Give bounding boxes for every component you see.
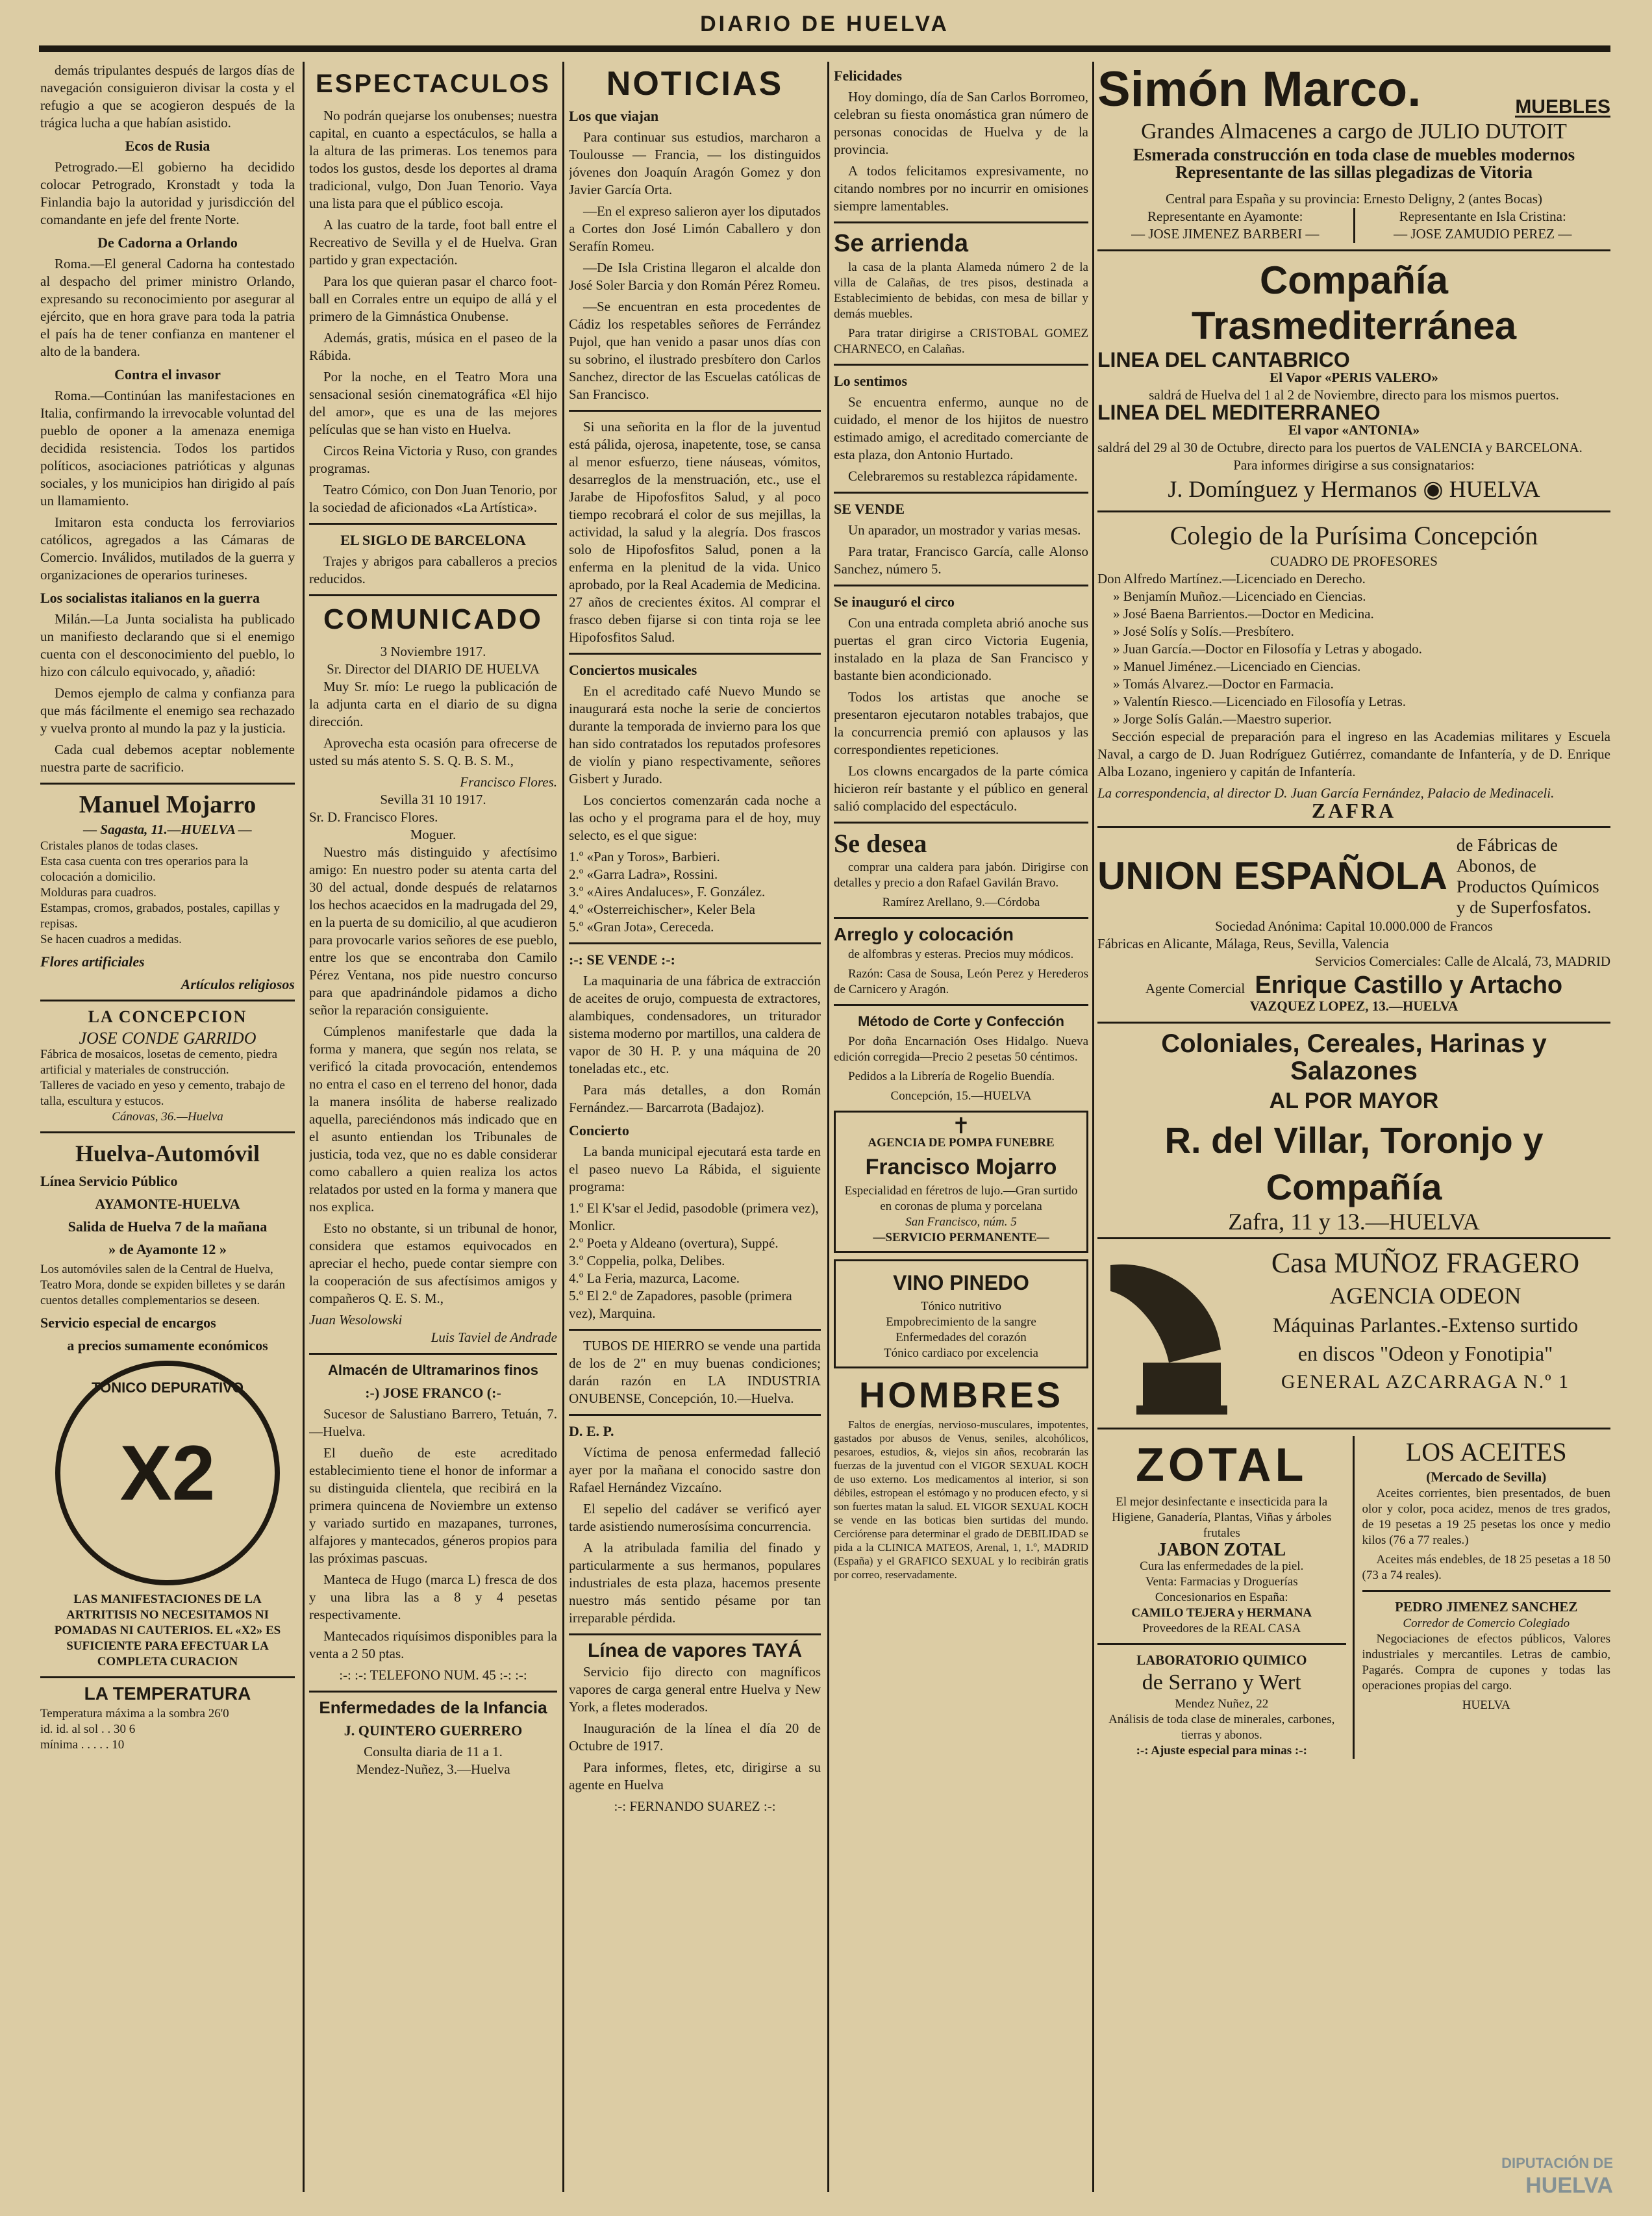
ad-title: LA CONCEPCION — [88, 1007, 247, 1026]
separator — [1097, 510, 1610, 512]
headline: Los que viajan — [569, 108, 659, 124]
ad-line: La correspondencia, al director D. Juan García Fernández, Palacio de Medinaceli. — [1097, 785, 1555, 801]
separator — [1097, 1022, 1610, 1024]
article-text: Cada cual debemos aceptar noblemente nuestra parte de sacrificio. — [40, 742, 295, 775]
ad-address: Ramírez Arellano, 9.—Córdoba — [882, 896, 1040, 909]
ad-text: Faltos de energías, nervioso-musculares, impotentes, gastados por abusos de Venus, seniles, alcohólicos, pesaroes, estudios, &, viejos sin años, recobrarán las fuerzas de la juventud con el VIGOR SEXUAL KOCH de uso externo. Los medicamentos al interior, si son débiles, estropean el estómago y no producen efecto, y si son fuertes matan la salud. EL VIGOR SEXUAL KOCH se vende en las boticas bien surtidas del mundo. Cerciórense para determinar el grado de DEBILIDAD se pida a la CLINICA MATEOS, Arenal, 1, 1.º, MADRID (España) y el GRAFICO SEXUAL y lo recibirán gratis por correo, reservadamente. — [834, 1418, 1088, 1581]
headline: Los socialistas italianos en la guerra — [40, 590, 260, 606]
ad-line: Por doña Encarnación Oses Hidalgo. Nueva edición corregida—Precio 2 pesetas 50 céntimos. — [834, 1035, 1088, 1064]
column-divider — [303, 62, 305, 2192]
ad-title: Coloniales, Cereales, Harinas y Salazones — [1161, 1029, 1547, 1085]
separator — [309, 594, 557, 596]
article-text: La banda municipal ejecutará esta tarde en el paseo nuevo La Rábida, el siguiente programa: — [569, 1144, 821, 1194]
column-2 — [309, 62, 557, 2192]
union-header — [1097, 835, 1610, 918]
ad-address: Zafra, 11 y 13.—HUELVA — [1228, 1209, 1480, 1235]
ad-line: Mantecados riquísimos disponibles para la venta a 2 50 ptas. — [309, 1628, 557, 1661]
ad-line: AGENCIA ODEON — [1329, 1283, 1521, 1309]
ad-line: Inauguración de la línea el día 20 de Octubre de 1917. — [569, 1720, 821, 1754]
column-4 — [834, 62, 1088, 2192]
ad-line: Proveedores de la REAL CASA — [1142, 1622, 1301, 1635]
ad-title: Francisco Mojarro — [865, 1155, 1057, 1179]
separator — [1362, 1590, 1611, 1592]
ad-name: JOSE CONDE GARRIDO — [79, 1029, 257, 1048]
ad-line: CAMILO TEJERA y HERMANA — [1131, 1606, 1312, 1620]
ad-title: Enfermedades de la Infancia — [319, 1698, 547, 1717]
top-rule — [39, 45, 1610, 52]
ad-line: Salida de Huelva 7 de la mañana — [68, 1218, 268, 1235]
headline: Contra el invasor — [114, 366, 221, 383]
teacher-line: » Valentín Riesco.—Licenciado en Filosofía y Letras. — [1113, 694, 1406, 709]
column-divider — [827, 62, 829, 2192]
article-text: A las cuatro de la tarde, foot ball entre el Recreativo de Sevilla y el de Huelva. Gran partido y gran expectación. — [309, 217, 557, 268]
article-text: Aprovecha esta ocasión para ofrecerse de usted su más atento S. S. Q. B. S. M., — [309, 735, 557, 768]
article-text: Milán.—La Junta socialista ha publicado un manifiesto declarando que si el enemigo cuenta con el desconocimiento del pueblo, lo hizo con cálculo equivocado, y, añadió: — [40, 611, 295, 679]
separator — [834, 492, 1088, 494]
article-text: Nuestro más distinguido y afectísimo amigo: En nuestro poder su atenta carta del 30 del actual, donde después de relatarnos los hechos acaecidos en la madrugada del 29, en la puerta de su domicilio, al que acudieron para provocarle varios señores de ese pueblo, entre los que se encontraba don Camilo Pérez Ventana, nos pide nuestro concurso para que apadrinándole pidamos a dicho señor la reparación consiguiente. — [309, 844, 557, 1018]
separator — [834, 917, 1088, 919]
ad-line: Central para España y su provincia: Ernesto Deligny, 2 (antes Bocas) — [1165, 191, 1543, 207]
separator — [834, 585, 1088, 586]
representatives — [1097, 208, 1610, 243]
ad-title: LABORATORIO QUIMICO — [1136, 1652, 1307, 1668]
ad-line: Análisis de toda clase de minerales, carbones, tierras y abonos. — [1108, 1713, 1335, 1742]
masthead: DIARIO DE HUELVA — [700, 12, 949, 36]
column-3 — [569, 62, 821, 2192]
ad-address: Mendez Nuñez, 22 — [1175, 1697, 1269, 1711]
letter-place: Moguer. — [410, 827, 457, 842]
ad-title: Almacén de Ultramarinos finos — [328, 1362, 538, 1378]
ad-line: Para tratar dirigirse a CRISTOBAL GOMEZ CHARNECO, en Calañas. — [834, 327, 1088, 356]
ad-line: — JOSE JIMENEZ BARBERI — — [1131, 226, 1320, 242]
letter-recipient: Sr. Director del DIARIO DE HUELVA — [327, 661, 540, 677]
article-text: Hoy domingo, día de San Carlos Borromeo, celebran su fiesta onomástica gran número de personas conocidas de Huelva y de la provincia. — [834, 89, 1088, 157]
ad-text: Aceites corrientes, bien presentados, de buen olor y color, poca acidez, menos de tres grados, de 19 pesetas a 19 25 pesetas los once y medio kilos (76 a 77 reales.) — [1362, 1487, 1610, 1547]
article-text: —En el expreso salieron ayer los diputados a Cortes don José Limón Caballero y don Serafín Romeu. — [569, 203, 821, 254]
separator — [1097, 826, 1610, 828]
ad-line: Representante en Isla Cristina: — [1399, 208, 1566, 224]
ad-address: Concepción, 15.—HUELVA — [890, 1089, 1032, 1103]
ad-line: ZAFRA — [1311, 799, 1397, 822]
ad-address: HUELVA — [1462, 1698, 1510, 1712]
ad-line: Servicio especial de encargos — [40, 1315, 216, 1331]
ad-line: AGENCIA DE POMPA FUNEBRE — [868, 1136, 1055, 1150]
ad-line: » de Ayamonte 12 » — [108, 1241, 227, 1257]
ad-title: EL SIGLO DE BARCELONA — [340, 532, 526, 548]
ad-line: Corredor de Comercio Colegiado — [1403, 1617, 1570, 1630]
ad-line: :-: FERNANDO SUAREZ :-: — [614, 1798, 776, 1814]
article-text: Celebraremos su restablezca rápidamente. — [848, 468, 1078, 484]
x2-ring-text: TONICO DEPURATIVO — [92, 1379, 244, 1396]
ad-line: El Vapor «PERIS VALERO» — [1270, 370, 1438, 385]
ad-line: de Fábricas de Abonos, de Productos Químicos y de Superfosfatos. — [1456, 835, 1599, 917]
munoz-ad — [1097, 1246, 1610, 1421]
signature: Francisco Flores. — [460, 774, 557, 790]
x2-logo — [55, 1361, 280, 1585]
article-text: A la atribulada familia del finado y particularmente a sus hermanos, populares industriales de esta plaza, hacemos presente nuestro más sentido pésame por tan irreparable pérdida. — [569, 1540, 821, 1626]
gramophone-icon — [1097, 1252, 1234, 1421]
ad-line: Servicios Comerciales: Calle de Alcalá, 73, MADRID — [1315, 953, 1610, 969]
ad-name: de Serrano y Wert — [1142, 1670, 1301, 1694]
teacher-line: » Juan García.—Doctor en Filosofía y Letras y abogado. — [1113, 641, 1422, 657]
x2-mark: X2 — [119, 1429, 216, 1517]
section-title: NOTICIAS — [606, 65, 784, 103]
separator — [569, 410, 821, 412]
article-text: Víctima de penosa enfermedad falleció ayer por la mañana el conocido sastre don Rafael Hernández Vizcaíno. — [569, 1444, 821, 1495]
ad-line: Tónico nutritivo — [920, 1300, 1001, 1313]
funeral-ad — [834, 1111, 1088, 1253]
article-text: demás tripulantes después de largos días de navegación consiguieron divisar la costa y el refugio a que se acogieron después de la trágica lucha a que habían asistido. — [40, 62, 295, 131]
article-text: Los clowns encargados de la parte cómica hicieron reír bastante y el público en general salió complacido del espectáculo. — [834, 763, 1088, 814]
letter-date: Sevilla 31 10 1917. — [380, 792, 486, 807]
ad-line: Para informes dirigirse a sus consignatarios: — [1233, 457, 1475, 473]
separator — [834, 1004, 1088, 1006]
article-text: Además, gratis, música en el paseo de la Rábida. — [309, 330, 557, 363]
ad-title: Colegio de la Purísima Concepción — [1170, 521, 1538, 550]
ad-line: Máquinas Parlantes.-Extenso surtido — [1272, 1313, 1579, 1337]
article-text: Con una entrada completa abrió anoche sus puertas el gran circo Victoria Eugenia, instalado en la plaza de San Francisco y bastante bien acondicionado. — [834, 615, 1088, 683]
separator — [40, 1000, 295, 1001]
ad-line: Un aparador, un mostrador y varias mesas. — [848, 522, 1081, 538]
ad-line — [1097, 972, 1610, 999]
program-item: 5.º «Gran Jota», Cereceda. — [569, 919, 714, 935]
section-title: COMUNICADO — [323, 603, 543, 635]
watermark-line: HUELVA — [1525, 2173, 1613, 2198]
program-item: 1.º «Pan y Toros», Barbieri. — [569, 849, 720, 864]
ad-line: Representante en Ayamonte: — [1147, 208, 1303, 224]
ad-line: Venta: Farmacias y Droguerías — [1145, 1575, 1298, 1589]
article-text: No podrán quejarse los onubenses; nuestra capital, en cuanto a espectáculos, se halla a la altura de las primeras. Los tenemos para todos los gustos, desde los deportes al drama tradicional, vulgo, Don Juan Tenorio. Vaya una lista para que el público escoja. — [309, 108, 557, 211]
temperature-line: Temperatura máxima a la sombra 26'0 — [40, 1707, 229, 1720]
teacher-line: » José Baena Barrientos.—Doctor en Medicina. — [1113, 606, 1374, 622]
article-text: La maquinaria de una fábrica de extracción de aceites de orujo, compuesta de extractores, alambiques, condensadores, un triturador sistema moderno por martillos, una caldera de vapor de 30 H. P. y una máquina de 20 toneladas etc., etc. — [569, 973, 821, 1076]
ad-line: la casa de la planta Alameda número 2 de la villa de Calañas, de tres pisos, destinada a Establecimiento de bebidas, con mesa de billar y demás muebles. — [834, 260, 1088, 321]
ad-line: Fábrica de mosaicos, losetas de cemento, piedra artificial y materiales de construcción. — [40, 1048, 278, 1077]
ad-address: — Sagasta, 11.—HUELVA — — [83, 822, 252, 837]
article-text: —De Isla Cristina llegaron el alcalde don José Soler Barcia y don Román Pérez Romeu. — [569, 260, 821, 293]
column-divider — [562, 62, 564, 2192]
ad-title: Método de Corte y Confección — [858, 1013, 1064, 1029]
ad-line: Especialidad en féretros de lujo.—Gran surtido en coronas de pluma y porcelana — [844, 1184, 1078, 1213]
ad-tag: MUEBLES — [1515, 96, 1610, 118]
ad-title: Manuel Mojarro — [79, 791, 257, 818]
ad-address: Cánovas, 36.—Huelva — [112, 1110, 223, 1124]
program-item: 1.º El K'sar el Jedid, pasodoble (primera vez), Monlicr. — [569, 1200, 819, 1233]
ad-title: HOMBRES — [858, 1374, 1064, 1415]
article-text: Circos Reina Victoria y Ruso, con grandes programas. — [309, 443, 557, 476]
ad-line: Agente Comercial — [1145, 981, 1245, 996]
ad-line: Estampas, cromos, grabados, postales, capillas y repisas. — [40, 901, 280, 931]
headline: Lo sentimos — [834, 373, 908, 389]
ad-title: LOS ACEITES — [1405, 1437, 1567, 1467]
ad-line: Tónico cardiaco por excelencia — [884, 1346, 1038, 1360]
signature: Luis Taviel de Andrade — [431, 1329, 557, 1345]
ad-line: comprar una caldera para jabón. Dirigirse con detalles y precio a don Rafael Gavilán Bravo. — [834, 861, 1088, 890]
article-text: Esto no obstante, si un tribunal de honor, considera que estamos equivocados en apreciar el hecho, puede contar siempre con la cooperación de sus afectísimos amigos y compañeros Q. E. S. M., — [309, 1220, 557, 1306]
ad-line: — JOSE ZAMUDIO PEREZ — — [1394, 226, 1572, 242]
ad-line: Artículos religiosos — [181, 976, 295, 992]
article-text: Se encuentra enfermo, aunque no de cuidado, el menor de los hijitos de nuestro estimado amigo, el acreditado comerciante de esta plaza, don Antonio Hurtado. — [834, 394, 1088, 462]
ad-line: de alfombras y esteras. Precios muy módicos. — [848, 948, 1074, 961]
ad-line: LINEA DEL MEDITERRANEO — [1097, 401, 1381, 424]
ad-line: CUADRO DE PROFESORES — [1270, 553, 1438, 569]
headline: Conciertos musicales — [569, 662, 697, 678]
separator — [309, 1353, 557, 1355]
ad-title: Se desea — [834, 829, 927, 858]
ad-line: Cura las enfermedades de la piel. — [1140, 1559, 1304, 1573]
ad-line: AL POR MAYOR — [1269, 1089, 1439, 1113]
ad-line: —SERVICIO PERMANENTE— — [873, 1231, 1049, 1244]
article-text: Roma.—El general Cadorna ha contestado al despacho del primer ministro Orlando, expresando su reconocimiento por asegurar al ejército, que en hora grave para toda la patria el país ha de tener confianza en mantener el alto de la bandera. — [40, 256, 295, 359]
column-divider — [1092, 62, 1094, 2192]
ad-line: Consulta diaria de 11 a 1. — [364, 1744, 503, 1759]
ad-line: LAS MANIFESTACIONES DE LA ARTRITISIS NO NECESITAMOS NI POMADAS NI CAUTERIOS. EL «X2» ES SUFICIENTE PARA EFECTUAR LA COMPLETA CURACION — [54, 1593, 281, 1668]
ad-title: ZOTAL — [1135, 1439, 1308, 1491]
separator — [40, 1131, 295, 1133]
teacher-line: » José Solís y Solís.—Presbítero. — [1113, 623, 1294, 639]
article-text: Todos los artistas que anoche se presentaron ejecutaron notables trabajos, que la concurrencia premió con aplausos y las correspondientes repeticiones. — [834, 689, 1088, 757]
ad-name: Enrique Castillo y Artacho — [1255, 972, 1563, 999]
article-text: Petrogrado.—El gobierno ha decidido colocar Petrogrado, Kronstadt y toda la Finlandia bajo la autoridad y jurisdicción del comandante en jefe del frente Norte. — [40, 159, 295, 227]
ad-text: Negociaciones de efectos públicos, Valores industriales y mercantiles. Letras de cambio, Pagarés. Compra de cupones y todas las operaciones propias del cargo. — [1362, 1632, 1610, 1693]
ad-title: PEDRO JIMENEZ SANCHEZ — [1395, 1599, 1578, 1615]
ad-line: El mejor desinfectante e insecticida para la Higiene, Ganadería, Plantas, Viñas y árboles frutales — [1112, 1495, 1332, 1540]
ad-line: Representante de las sillas plegadizas de Vitoria — [1175, 162, 1533, 182]
headline: De Cadorna a Orlando — [97, 234, 238, 251]
separator — [309, 1691, 557, 1693]
aceites-ad — [1355, 1436, 1611, 1759]
wine-ad — [834, 1259, 1088, 1368]
separator — [1097, 1643, 1346, 1645]
temperature-line: mínima . . . . . 10 — [40, 1738, 125, 1752]
ad-line: (Mercado de Sevilla) — [1426, 1469, 1547, 1485]
separator — [569, 942, 821, 944]
article-text: Si una señorita en la flor de la juventud está pálida, ojerosa, inapetente, tose, se cansa al menor esfuerzo, tiene náuseas, vómitos, desarreglos de la menstruación, etc., use el Jarabe de Hipofosfitos Salud, y al poco tiempo recobrará el color de sus mejillas, la actividad, la salud y la alegría. Dos frascos solo de Hipofosfitos Salud, ponen a la enferma en la plenitud de la vida. Unico aprobado, por la Real Academia de Medicina. 27 años de crecientes éxitos. Al comprar el frasco deben fijarse si con tinta roja se lee Hipofosfitos Salud. — [569, 419, 821, 645]
ad-title: Línea de vapores TAYÁ — [587, 1640, 803, 1661]
separator — [569, 1633, 821, 1635]
separator — [309, 523, 557, 525]
ad-line: saldrá de Huelva del 1 al 2 de Noviembre, directo para los mismos puertos. — [1149, 387, 1559, 403]
ad-phone: :-: :-: TELEFONO NUM. 45 :-: :-: — [339, 1667, 527, 1683]
ad-title: Huelva-Automóvil — [75, 1140, 260, 1166]
separator — [569, 1329, 821, 1331]
ad-title: VINO PINEDO — [893, 1271, 1029, 1294]
ad-title: UNION ESPAÑOLA — [1097, 854, 1447, 898]
ad-line: Se hacen cuadros a medidas. — [40, 933, 182, 946]
headline: Se inauguró el circo — [834, 594, 955, 610]
article-text: A todos felicitamos expresivamente, no citando nombres por no incurrir en omisiones siempre lamentables. — [834, 163, 1088, 214]
separator — [1097, 249, 1610, 251]
ad-name: R. del Villar, Toronjo y Compañía — [1164, 1120, 1544, 1207]
separator — [40, 783, 295, 785]
ad-name: :-) JOSE FRANCO (:- — [365, 1385, 501, 1401]
ad-address: VAZQUEZ LOPEZ, 13.—HUELVA — [1249, 998, 1458, 1014]
program-item: 3.º Coppelia, polka, Delibes. — [569, 1253, 725, 1268]
ad-line: Para tratar, Francisco García, calle Alonso Sanchez, número 5. — [834, 544, 1088, 577]
ad-title: Simón Marco. — [1097, 62, 1421, 117]
archive-watermark — [1501, 2152, 1613, 2197]
section-title: ESPECTACULOS — [316, 69, 551, 98]
headline: SE VENDE — [834, 501, 905, 517]
ad-line: Trajes y abrigos para caballeros a precios reducidos. — [309, 553, 557, 586]
separator — [834, 364, 1088, 366]
zotal-ad — [1097, 1436, 1355, 1759]
column-1 — [40, 62, 295, 2192]
ad-title: Casa MUÑOZ FRAGERO — [1271, 1247, 1580, 1279]
article-text: Los conciertos comenzarán cada noche a las ocho y el programa para el de hoy, muy selecto, es el que sigue: — [569, 792, 821, 843]
ad-line: saldrá del 29 al 30 de Octubre, directo para los puertos de VALENCIA y BARCELONA. — [1097, 440, 1583, 455]
teacher-line: » Jorge Solís Galán.—Maestro superior. — [1113, 711, 1332, 727]
teacher-line: » Tomás Alvarez.—Doctor en Farmacia. — [1113, 676, 1334, 692]
ad-line: Empobrecimiento de la sangre — [886, 1315, 1036, 1329]
article-text: Muy Sr. mío: Le ruego la publicación de la adjunta carta en el diario de su digna dirección. — [309, 679, 557, 729]
separator — [834, 822, 1088, 824]
article-text: Roma.—Continúan las manifestaciones en Italia, confirmando la irrevocable voluntad del pueblo de oponer a la amenaza enemiga decidida resistencia. Todos los partidos políticos, asociaciones patrióticas y algunas sociales, y los municipios han dirigido al país un llamamiento. — [40, 388, 295, 509]
ad-line: en discos "Odeon y Fonotipia" — [1297, 1342, 1553, 1365]
article-text: Cúmplenos manifestarle que dada la forma y manera, que según nos relata, se verificó la citada provocación, entendemos no entra el caso en el terreno del honor, dada la manera insólita de haberse realizado aquella, pareciéndonos más indicado que en el asunto entiendan los Tribunales de justicia, toda vez, que no es dable considerar como caballero a quien realiza los actos relatados por usted en la forma y manera que nos explica. — [309, 1024, 557, 1215]
ad-line: Manteca de Hugo (marca L) fresca de dos y una libra las a 8 y 4 pesetas respectivamente. — [309, 1572, 557, 1622]
teacher-line: Don Alfredo Martínez.—Licenciado en Derecho. — [1097, 571, 1366, 586]
ad-line: Para informes, fletes, etc, dirigirse a su agente en Huelva — [569, 1759, 821, 1793]
ad-line: Servicio fijo directo con magníficos vapores de carga general entre Huelva y New York, a fletes moderados. — [569, 1664, 821, 1715]
program-item: 2.º Poeta y Aldeano (overtura), Suppé. — [569, 1235, 779, 1251]
separator — [1097, 1237, 1610, 1239]
program-item: 4.º La Feria, mazurca, Lacome. — [569, 1270, 740, 1286]
program-item: 3.º «Aires Andaluces», F. González. — [569, 884, 766, 900]
simon-header — [1097, 62, 1610, 118]
headline: Ecos de Rusia — [125, 138, 210, 154]
temperature-title: LA TEMPERATURA — [84, 1683, 251, 1704]
ad-text: TUBOS DE HIERRO se vende una partida de los de 2" en muy buenas condiciones; darán razón en LA INDUSTRIA ONUBENSE, Concepción, 10.—Huelva. — [569, 1338, 821, 1406]
ad-line: Esmerada construcción en toda clase de muebles modernos — [1133, 145, 1575, 164]
ad-address: Mendez-Nuñez, 3.—Huelva — [356, 1761, 510, 1777]
article-text: Teatro Cómico, con Don Juan Tenorio, por la sociedad de aficionados «La Artística». — [309, 482, 557, 515]
watermark-line: DIPUTACIÓN DE — [1501, 2155, 1613, 2171]
ad-line: Flores artificiales — [40, 953, 145, 970]
ad-line: Sociedad Anónima: Capital 10.000.000 de Francos — [1215, 918, 1493, 934]
bottom-ads — [1097, 1436, 1610, 1759]
cross-icon: ✝ — [951, 1114, 971, 1139]
article-text: Para los que quieran pasar el charco foot-ball en Corrales entre un equipo de allá y el primero de la Gimnástica Onubense. — [309, 273, 557, 324]
article-text: —Se encuentran en esta procedentes de Cádiz los respetables señores de Ferrández Pujol, que han venido a pasar unos días con su sobrino, el ilustrado presbítero don Carlos Sanchez, director de las Escuelas católicas de San Francisco. — [569, 299, 821, 402]
ad-line: Los automóviles salen de la Central de Huelva, Teatro Mora, donde se expiden billetes y se darán cuentos detalles complementarios se deseen. — [40, 1263, 285, 1307]
ad-title: Se arrienda — [834, 230, 968, 257]
letter-date: 3 Noviembre 1917. — [380, 644, 486, 659]
ad-line: El dueño de este acreditado establecimiento tiene el honor de informar a su distinguida clientela, que recibirá en la primera quincena de Noviembre un extenso y variado surtido en mazapanes, turrones, alfajores y mantecados, géneros propios para las próximas pascuas. — [309, 1445, 557, 1566]
ad-line: JABON ZOTAL — [1157, 1540, 1286, 1560]
ad-address: San Francisco, núm. 5 — [905, 1215, 1017, 1229]
ad-line: Pedidos a la Librería de Rogelio Buendía. — [848, 1070, 1055, 1083]
program-item: 2.º «Garra Ladra», Rossini. — [569, 866, 718, 882]
ad-line: Concesionarios en España: — [1155, 1591, 1288, 1604]
ad-title: Arreglo y colocación — [834, 924, 1014, 944]
headline: Felicidades — [834, 68, 903, 84]
ad-address: GENERAL AZCARRAGA N.º 1 — [1281, 1371, 1570, 1392]
ad-line: Enfermedades del corazón — [895, 1331, 1027, 1344]
ad-line: AYAMONTE-HUELVA — [95, 1196, 240, 1212]
ad-line: Sucesor de Salustiano Barrero, Tetuán, 7.—Huelva. — [309, 1406, 557, 1439]
temperature-line: id. id. al sol . . 30 6 — [40, 1722, 136, 1736]
program-item: 4.º «Osterreichischer», Keler Bela — [569, 901, 755, 917]
teacher-line: » Benjamín Muñoz.—Licenciado en Ciencias. — [1113, 588, 1366, 604]
article-text: Imitaron esta conducta los ferroviarios católicos, agregados a las Cámaras de Comercio. Inválidos, mutilados de la guerra y organizaciones de operarios turineses. — [40, 514, 295, 583]
ad-line: Grandes Almacenes a cargo de JULIO DUTOIT — [1141, 120, 1567, 144]
ad-line: Fábricas en Alicante, Málaga, Reus, Sevilla, Valencia — [1097, 936, 1389, 951]
ad-line: El vapor «ANTONIA» — [1288, 422, 1420, 438]
ad-line: Esta casa cuenta con tres operarios para la colocación a domicilio. — [40, 855, 249, 884]
separator — [1097, 1428, 1610, 1429]
ad-title: Compañía Trasmediterránea — [1191, 258, 1517, 347]
ad-text: Aceites más endebles, de 18 25 pesetas a 18 50 (73 a 74 reales). — [1362, 1553, 1610, 1582]
headline: :-: SE VENDE :-: — [569, 951, 675, 968]
ad-line: :-: Ajuste especial para minas :-: — [1136, 1744, 1307, 1757]
letter-recipient: Sr. D. Francisco Flores. — [309, 809, 438, 825]
ad-name: J. QUINTERO GUERRERO — [344, 1722, 523, 1739]
separator — [40, 1676, 295, 1678]
separator — [569, 653, 821, 655]
article-text: El sepelio del cadáver se verificó ayer tarde asistiendo numerosísima concurrencia. — [569, 1501, 821, 1534]
program-item: 5.º El 2.º de Zapadores, pasoble (primera vez), Marquina. — [569, 1288, 792, 1321]
ad-line: a precios sumamente económicos — [67, 1337, 268, 1354]
separator — [834, 221, 1088, 223]
ad-line: Razón: Casa de Sousa, León Perez y Herederos de Carnicero y Aragón. — [834, 967, 1088, 996]
signature: Juan Wesolowski — [309, 1312, 403, 1328]
article-text: En el acreditado café Nuevo Mundo se inaugurará esta noche la serie de conciertos durante la temporada de invierno para los que han sido contratados los reputados profesores de violín y piano respectivamente, señores Gisbert y Jurado. — [569, 683, 821, 787]
headline: D. E. P. — [569, 1423, 614, 1439]
ad-line: Molduras para cuadros. — [40, 886, 156, 900]
separator — [569, 1414, 821, 1416]
teacher-line: » Manuel Jiménez.—Licenciado en Ciencias. — [1113, 659, 1361, 674]
ad-line: Cristales planos de todas clases. — [40, 839, 199, 853]
ad-line: LINEA DEL CANTABRICO — [1097, 348, 1350, 371]
article-text: Para continuar sus estudios, marcharon a Toulousse — Francia, — los distinguidos jóvenes don Joaquín Aragón Gomez y don Javier García Orta. — [569, 129, 821, 197]
headline: Concierto — [569, 1122, 629, 1139]
ad-line: J. Domínguez y Hermanos ◉ HUELVA — [1168, 476, 1540, 502]
ad-text: Sección especial de preparación para el ingreso en las Academias militares y Escuela Naval, a cargo de D. Juan Rodríguez Gutiérrez, comandante de Infantería, y de D. Enrique Alba Lozano, ingeniero y capitán de Infantería. — [1097, 729, 1610, 779]
article-text: Por la noche, en el Teatro Mora una sensacional sesión cinematográfica «El hijo del amor», que es una de las mejores películas que se han visto en Huelva. — [309, 369, 557, 437]
column-5-ads — [1097, 62, 1610, 2192]
ad-line: Línea Servicio Público — [40, 1173, 178, 1189]
article-text: Para más detalles, a don Román Fernández.— Barcarrota (Badajoz). — [569, 1082, 821, 1115]
ad-line: Talleres de vaciado en yeso y cemento, trabajo de talla, escultura y estucos. — [40, 1079, 285, 1108]
article-text: Demos ejemplo de calma y confianza para que más fácilmente el enemigo sea rechazado y vuelva pronto al mundo la paz y la justicia. — [40, 685, 295, 736]
